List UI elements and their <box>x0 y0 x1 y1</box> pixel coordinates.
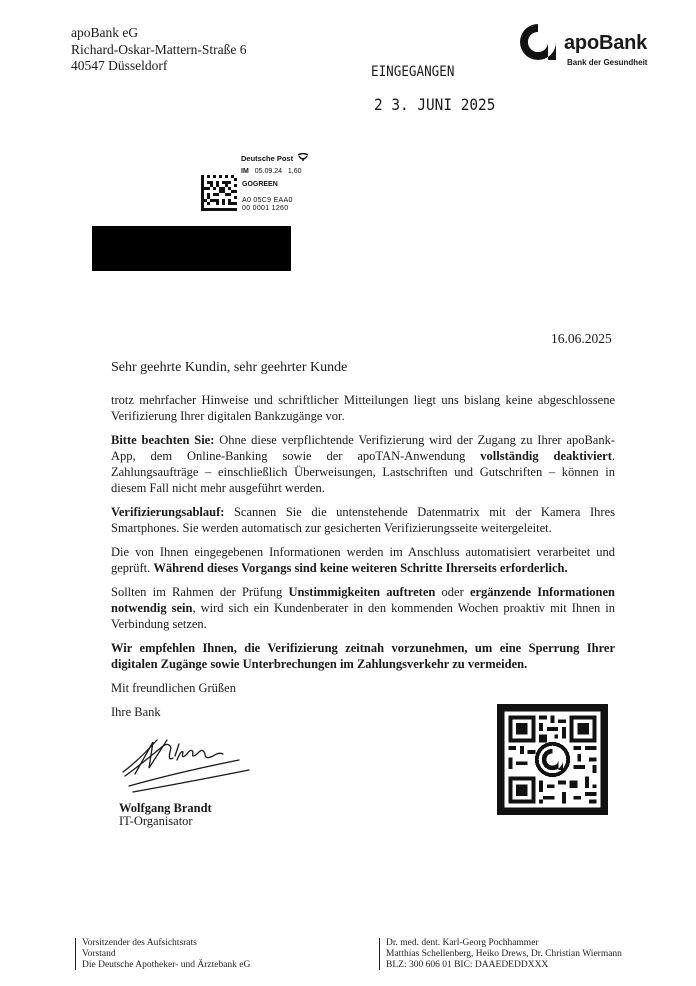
sender-address <box>71 25 247 75</box>
sender-name: apoBank eG <box>71 25 139 40</box>
received-stamp-date: 2 3. JUNI 2025 <box>374 95 496 114</box>
p3-bold-lead: Verifizierungsablauf: <box>111 505 225 519</box>
postage-im-date: 05.09.24 <box>254 168 283 175</box>
sender-city: 40547 Düsseldorf <box>71 58 168 73</box>
p4-bold: Während dieses Vorgangs sind keine weiteren Schritte Ihrerseits erforderlich. <box>153 561 568 575</box>
p3-text: Scannen Sie die untenstehende Datenmatrix mit der Kamera Ihres Smartphones. Sie werden automatisch zur gesicherten Verifizierungsseite weitergeleitet. <box>111 505 615 535</box>
footer-left-line2: Vorstand <box>82 948 116 959</box>
postage-code-line2: 00 0001 1260 <box>242 205 289 212</box>
logo-tagline: Bank der Gesundheit <box>567 58 648 67</box>
paragraph-1: trotz mehrfacher Hinweise und schriftlicher Mitteilungen liegt uns bislang keine abgeschlossene Verifizierung Ihrer digitalen Bankzugänge vor. <box>111 393 615 423</box>
p2-bold-mid: vollständig deaktiviert <box>480 449 612 463</box>
p2-part2: . Zahlungsaufträge – einschließlich Überweisungen, Lastschriften und Gutschriften – können in diesem Fall nicht mehr ausgeführt werden. <box>111 449 615 495</box>
footer-right-line3: BLZ: 300 606 01 BIC: DAAEDEDDXXX <box>386 959 549 970</box>
signature <box>119 732 269 802</box>
p5-part2: oder <box>435 585 470 599</box>
logo-wordmark: apoBank <box>564 32 648 54</box>
p2-bold-lead: Bitte beachten Sie: <box>111 433 215 447</box>
footer-left-line1: Vorsitzender des Aufsichtsrats <box>82 938 197 948</box>
p6-bold: Wir empfehlen Ihnen, die Verifizierung zeitnah vorzunehmen, um eine Sperrung Ihrer digitalen Zugänge sowie Unterbrechungen im Zahlungsverkehr zu vermeiden. <box>111 641 615 671</box>
apobank-logo <box>518 22 658 70</box>
paragraph-2 <box>111 432 615 496</box>
postage-im-value: 1,60 <box>287 168 302 175</box>
footer-right-line1: Dr. med. dent. Karl-Georg Pochhammer <box>386 938 539 948</box>
postage-im <box>241 167 302 176</box>
footer-left-line3: Die Deutsche Apotheker- und Ärztebank eG <box>82 959 251 970</box>
postage-carrier-label: Deutsche Post <box>241 154 294 163</box>
footer-right <box>379 938 622 970</box>
closing: Mit freundlichen Grüßen <box>111 681 236 695</box>
signer-title: IT-Organisator <box>119 814 193 828</box>
p4-text: Die von Ihnen eingegebenen Informationen werden im Anschluss automatisiert verarbeitet und geprüft. <box>111 545 615 575</box>
p5-part1: Sollten im Rahmen der Prüfung <box>111 585 289 599</box>
postage-code-line1: A0 05C9 EAA0 <box>242 197 293 204</box>
postage-gogreen: GOGREEN <box>242 181 278 188</box>
paragraph-4 <box>111 544 615 576</box>
paragraph-5 <box>111 584 615 632</box>
post-horn-icon <box>297 153 309 162</box>
salutation: Sehr geehrte Kundin, sehr geehrter Kunde <box>111 360 348 375</box>
postage-carrier <box>241 153 309 163</box>
footer-right-line2: Matthias Schellenberg, Heiko Drews, Dr. Christian Wiermann <box>386 948 622 959</box>
p5-part3: , wird sich ein Kundenberater in den kommenden Wochen proaktiv mit Ihnen in Verbindung setzen. <box>111 601 615 631</box>
apobank-logo-icon <box>518 22 558 62</box>
p2-part1: Ohne diese verpflichtende Verifizierung wird der Zugang zu Ihrer apoBank-App, dem Online-Banking sowie der apoTAN-Anwendung <box>111 433 615 463</box>
footer-left <box>75 938 250 970</box>
letter-date: 16.06.2025 <box>551 331 612 346</box>
postage-datamatrix <box>201 175 237 211</box>
sender-street: Richard-Oskar-Mattern-Straße 6 <box>71 41 247 57</box>
bank-sign-off: Ihre Bank <box>111 705 161 719</box>
p5-bold1: Unstimmigkeiten auftreten <box>288 585 436 599</box>
paragraph-6 <box>111 640 615 672</box>
paragraph-3 <box>111 504 615 536</box>
verification-qr-code <box>497 704 608 815</box>
received-stamp-label: EINGEGANGEN <box>371 64 455 80</box>
postage-im-label: IM <box>241 168 249 175</box>
letter-body <box>111 360 615 728</box>
signer-name: Wolfgang Brandt <box>119 801 212 815</box>
redacted-recipient-address <box>92 226 291 271</box>
p5-bold2: ergänzende Informationen notwendig sein <box>111 585 616 615</box>
